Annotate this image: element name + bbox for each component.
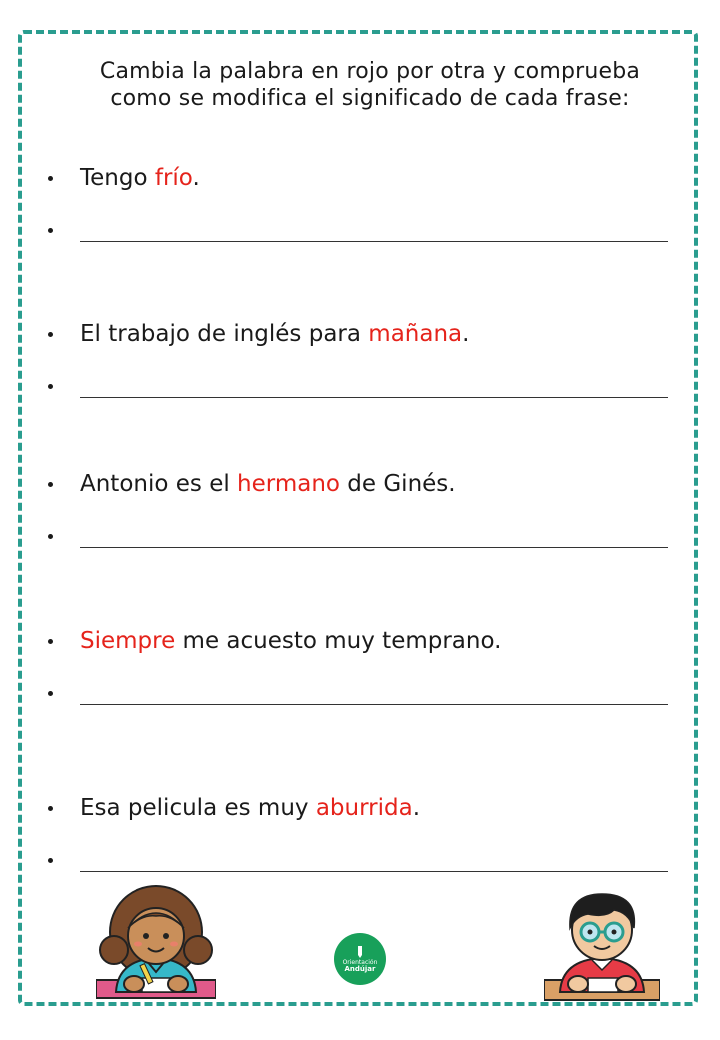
sentence-text: [80, 628, 501, 654]
sentence-item-5: [48, 788, 668, 828]
bullet-dot: [48, 534, 53, 539]
red-word: hermano: [237, 471, 340, 497]
bullet-dot: [48, 858, 53, 863]
red-word: mañana: [368, 321, 463, 347]
answer-row-1: [48, 210, 668, 250]
answer-line[interactable]: [80, 547, 668, 548]
sentence-item-3: [48, 464, 668, 504]
bullet-dot: [48, 482, 53, 487]
sentence-end: .: [192, 165, 200, 191]
answer-row-4: [48, 673, 668, 713]
instructions: [60, 58, 680, 112]
logo-line-1: Orientación: [342, 959, 378, 966]
bullet-dot: [48, 228, 53, 233]
sentence-end: .: [412, 795, 421, 821]
sentence-end: me acuesto muy temprano.: [175, 628, 502, 654]
red-word: Siempre: [80, 628, 176, 654]
orientacion-andujar-logo: [334, 933, 386, 985]
sentence-end: .: [462, 321, 470, 347]
sentence-item-2: [48, 314, 668, 354]
bullet-dot: [48, 639, 53, 644]
sentence-start: El trabajo de inglés para: [80, 321, 369, 347]
answer-line[interactable]: [80, 704, 668, 705]
sentence-item-4: [48, 621, 668, 661]
sentence-end: de Ginés.: [339, 471, 456, 497]
bullet-dot: [48, 176, 53, 181]
girl-writing-illustration: [96, 880, 216, 1002]
sentence-text: [80, 471, 456, 497]
answer-row-3: [48, 516, 668, 556]
instructions-line-2: como se modifica el significado de cada frase:: [110, 86, 630, 111]
sentence-text: [80, 321, 469, 347]
answer-line[interactable]: [80, 397, 668, 398]
red-word: aburrida: [315, 795, 413, 821]
sentence-start: Antonio es el: [80, 471, 238, 497]
answer-line[interactable]: [80, 871, 668, 872]
bullet-dot: [48, 332, 53, 337]
answer-row-2: [48, 366, 668, 406]
logo-line-2: Andújar: [344, 965, 376, 973]
instructions-line-1: Cambia la palabra en rojo por otra y comprueba: [99, 59, 641, 84]
red-word: frío: [154, 165, 193, 191]
pencil-icon: [354, 945, 366, 959]
bullet-dot: [48, 691, 53, 696]
bullet-dot: [48, 806, 53, 811]
sentence-text: [80, 165, 200, 191]
boy-writing-illustration: [544, 882, 660, 1002]
bullet-dot: [48, 384, 53, 389]
sentence-item-1: [48, 158, 668, 198]
sentence-text: [80, 795, 420, 821]
answer-row-5: [48, 840, 668, 880]
sentence-start: Esa pelicula es muy: [80, 795, 316, 821]
sentence-start: Tengo: [80, 165, 155, 191]
answer-line[interactable]: [80, 241, 668, 242]
